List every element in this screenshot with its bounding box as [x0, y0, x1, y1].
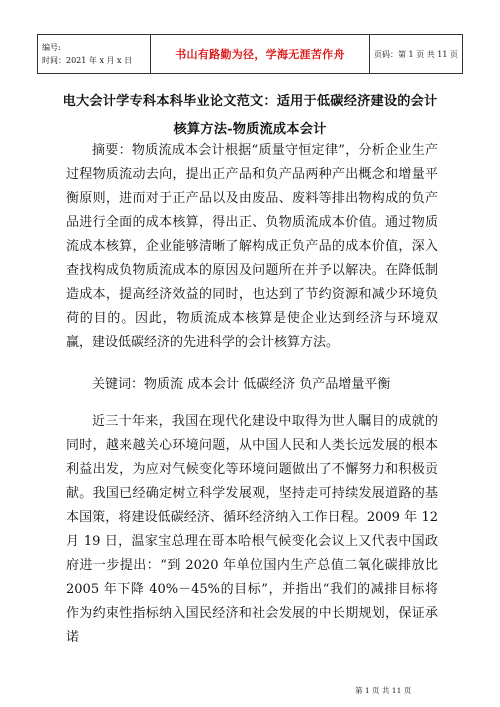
header-motto: 书山有路勤为径，学海无涯苦作舟: [175, 48, 345, 61]
keywords-line: 关键词：物质流 成本会计 低碳经济 负产品增量平衡: [92, 377, 391, 392]
page-footer: 第 1 页 共 11 页: [355, 686, 412, 695]
document-title-line-1: 电大会计学专科本科毕业论文范文：适用于低碳经济建设的会计: [62, 94, 438, 109]
document-header: [37, 34, 463, 74]
document-number-label: 编号:: [42, 43, 61, 52]
document-date: 时间：2021 年 x 月 x 日: [42, 56, 133, 65]
header-motto-cell: [151, 35, 370, 74]
body-paragraph: 近三十年来，我国在现代化建设中取得为世人瞩目的成就的同时，越来越关心环境问题，从中国人民和人类长远发展的根本利益出发，为应对气候变化等环境问题做出了不懈努力和积极贡献。我国已经确定树立科学发展观，坚持走可持续发展道路的基本国策，将建设低碳经济、循环经济纳入工作日程。2009 年 12 月 19 日，温家宝总理在哥本哈根气候变化会议上又代表中国政府进一步提出：“到 2020 年单位国内生产总值二氧化碳排放比 2005 年下降 40%－45%的目标”，并指出“我们的减排目标将作为约束性指标纳入国民经济和社会发展的中长期规划，保证承诺: [66, 414, 438, 645]
abstract-paragraph: 摘要：物质流成本会计根据“质量守恒定律”，分析企业生产过程物质流动去向，提出正产品和负产品两种产出概念和增量平衡原则，进而对于正产品以及由废品、废料等排出物构成的负产品进行全面的成本核算，得出正、负物质流成本价值。通过物质流成本核算，企业能够清晰了解构成正负产品的成本价值，深入查找构成负物质流成本的原因及问题所在并予以解决。在降低制造成本，提高经济效益的同时，也达到了节约资源和减少环境负荷的目的。因此，物质流成本核算是使企业达到经济与环境双赢，建设低碳经济的先进科学的会计核算方法。: [66, 143, 438, 350]
header-page-info: 页码：第 1 页 共 11 页: [370, 35, 463, 74]
header-meta: [38, 35, 151, 74]
document-title-line-2: 核算方法-物质流成本会计: [173, 122, 327, 137]
